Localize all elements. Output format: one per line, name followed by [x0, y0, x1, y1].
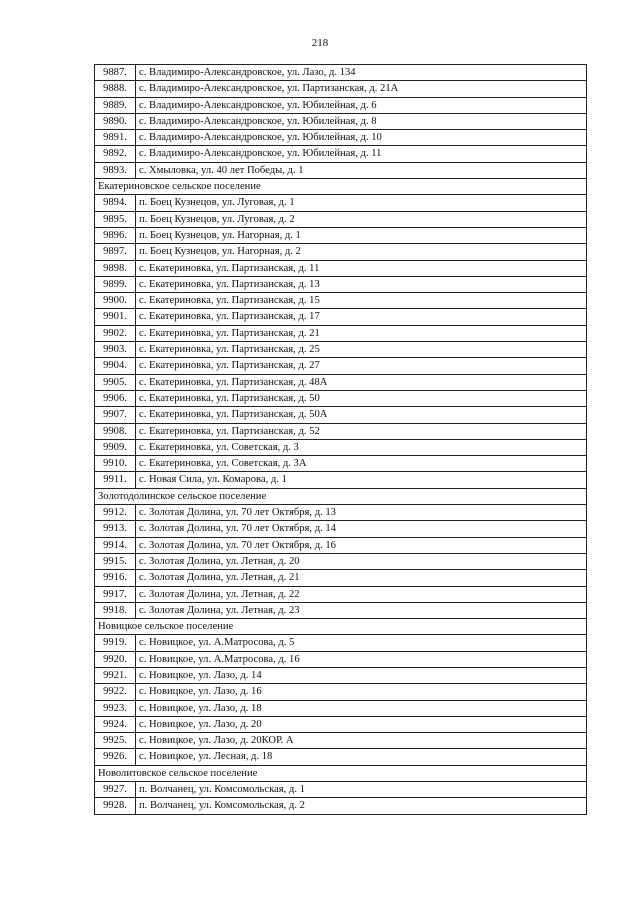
table-row	[95, 260, 587, 276]
row-address: с. Екатериновка, ул. Партизанская, д. 11	[136, 260, 587, 276]
row-number: 9920.	[95, 651, 136, 667]
section-header-row	[95, 488, 587, 504]
row-address: п. Боец Кузнецов, ул. Нагорная, д. 1	[136, 227, 587, 243]
section-header-row	[95, 765, 587, 781]
row-address: с. Новицкое, ул. Лазо, д. 16	[136, 684, 587, 700]
row-number: 9916.	[95, 570, 136, 586]
table-row	[95, 456, 587, 472]
table-row	[95, 521, 587, 537]
table-row	[95, 325, 587, 341]
row-address: с. Владимиро-Александровское, ул. Юбилейная, д. 8	[136, 113, 587, 129]
section-header-row	[95, 179, 587, 195]
row-number: 9901.	[95, 309, 136, 325]
row-number: 9895.	[95, 211, 136, 227]
row-address: с. Екатериновка, ул. Партизанская, д. 27	[136, 358, 587, 374]
row-address: с. Владимиро-Александровское, ул. Партизанская, д. 21А	[136, 81, 587, 97]
row-address: с. Екатериновка, ул. Партизанская, д. 13	[136, 276, 587, 292]
table-row	[95, 390, 587, 406]
row-number: 9924.	[95, 716, 136, 732]
row-number: 9927.	[95, 782, 136, 798]
row-address: с. Екатериновка, ул. Партизанская, д. 21	[136, 325, 587, 341]
row-number: 9917.	[95, 586, 136, 602]
table-row	[95, 472, 587, 488]
section-title: Новолитовское сельское поселение	[95, 765, 587, 781]
table-row	[95, 684, 587, 700]
row-number: 9890.	[95, 113, 136, 129]
table-row	[95, 798, 587, 814]
row-number: 9900.	[95, 293, 136, 309]
row-number: 9915.	[95, 553, 136, 569]
row-number: 9899.	[95, 276, 136, 292]
row-address: с. Екатериновка, ул. Партизанская, д. 50А	[136, 407, 587, 423]
table-row	[95, 358, 587, 374]
table-row	[95, 211, 587, 227]
table-row	[95, 81, 587, 97]
table-row	[95, 667, 587, 683]
row-address: с. Золотая Долина, ул. 70 лет Октября, д. 14	[136, 521, 587, 537]
row-address: п. Боец Кузнецов, ул. Нагорная, д. 2	[136, 244, 587, 260]
row-number: 9925.	[95, 733, 136, 749]
row-address: с. Новицкое, ул. Лазо, д. 18	[136, 700, 587, 716]
table-row	[95, 276, 587, 292]
row-number: 9922.	[95, 684, 136, 700]
table-row	[95, 553, 587, 569]
section-header-row	[95, 619, 587, 635]
row-number: 9904.	[95, 358, 136, 374]
row-number: 9893.	[95, 162, 136, 178]
table-row	[95, 342, 587, 358]
row-address: с. Екатериновка, ул. Советская, д. 3	[136, 439, 587, 455]
table-row	[95, 293, 587, 309]
row-address: с. Золотая Долина, ул. Летная, д. 21	[136, 570, 587, 586]
row-number: 9910.	[95, 456, 136, 472]
row-address: с. Владимиро-Александровское, ул. Лазо, д. 134	[136, 65, 587, 81]
table-row	[95, 586, 587, 602]
row-address: с. Владимиро-Александровское, ул. Юбилейная, д. 6	[136, 97, 587, 113]
row-number: 9926.	[95, 749, 136, 765]
table-row	[95, 505, 587, 521]
table-row	[95, 195, 587, 211]
table-row	[95, 749, 587, 765]
row-number: 9894.	[95, 195, 136, 211]
row-address: с. Екатериновка, ул. Партизанская, д. 50	[136, 390, 587, 406]
row-number: 9913.	[95, 521, 136, 537]
row-number: 9918.	[95, 602, 136, 618]
row-address: с. Золотая Долина, ул. Летная, д. 23	[136, 602, 587, 618]
table-row	[95, 407, 587, 423]
row-address: с. Владимиро-Александровское, ул. Юбилейная, д. 10	[136, 130, 587, 146]
row-number: 9909.	[95, 439, 136, 455]
row-address: с. Хмыловка, ул. 40 лет Победы, д. 1	[136, 162, 587, 178]
table-row	[95, 97, 587, 113]
row-address: с. Золотая Долина, ул. 70 лет Октября, д. 16	[136, 537, 587, 553]
table-row	[95, 65, 587, 81]
table-row	[95, 227, 587, 243]
table-row	[95, 537, 587, 553]
address-table-body	[95, 65, 587, 815]
row-address: с. Новицкое, ул. Лесная, д. 18	[136, 749, 587, 765]
row-address: с. Новицкое, ул. А.Матросова, д. 16	[136, 651, 587, 667]
row-number: 9903.	[95, 342, 136, 358]
section-title: Екатериновское сельское поселение	[95, 179, 587, 195]
row-number: 9889.	[95, 97, 136, 113]
row-address: с. Екатериновка, ул. Партизанская, д. 48А	[136, 374, 587, 390]
row-address: с. Екатериновка, ул. Партизанская, д. 25	[136, 342, 587, 358]
row-number: 9928.	[95, 798, 136, 814]
row-address: с. Екатериновка, ул. Партизанская, д. 52	[136, 423, 587, 439]
row-number: 9888.	[95, 81, 136, 97]
table-row	[95, 423, 587, 439]
row-address: с. Новая Сила, ул. Комарова, д. 1	[136, 472, 587, 488]
row-number: 9908.	[95, 423, 136, 439]
table-row	[95, 700, 587, 716]
table-row	[95, 374, 587, 390]
row-number: 9891.	[95, 130, 136, 146]
table-row	[95, 130, 587, 146]
row-address: с. Золотая Долина, ул. Летная, д. 22	[136, 586, 587, 602]
row-address: с. Новицкое, ул. Лазо, д. 20КОР. А	[136, 733, 587, 749]
table-row	[95, 651, 587, 667]
row-address: с. Новицкое, ул. Лазо, д. 20	[136, 716, 587, 732]
row-number: 9912.	[95, 505, 136, 521]
table-row	[95, 162, 587, 178]
table-row	[95, 782, 587, 798]
table-row	[95, 244, 587, 260]
row-number: 9897.	[95, 244, 136, 260]
table-row	[95, 309, 587, 325]
row-address: с. Золотая Долина, ул. Летная, д. 20	[136, 553, 587, 569]
row-address: с. Золотая Долина, ул. 70 лет Октября, д. 13	[136, 505, 587, 521]
row-address: с. Екатериновка, ул. Партизанская, д. 15	[136, 293, 587, 309]
row-address: п. Волчанец, ул. Комсомольская, д. 2	[136, 798, 587, 814]
table-row	[95, 716, 587, 732]
section-title: Золотодолинское сельское поселение	[95, 488, 587, 504]
row-number: 9919.	[95, 635, 136, 651]
table-row	[95, 439, 587, 455]
page-number: 218	[311, 37, 329, 49]
table-row	[95, 733, 587, 749]
table-row	[95, 635, 587, 651]
row-number: 9923.	[95, 700, 136, 716]
row-number: 9887.	[95, 65, 136, 81]
row-number: 9907.	[95, 407, 136, 423]
row-number: 9906.	[95, 390, 136, 406]
row-number: 9914.	[95, 537, 136, 553]
row-address: с. Владимиро-Александровское, ул. Юбилейная, д. 11	[136, 146, 587, 162]
row-number: 9892.	[95, 146, 136, 162]
row-address: с. Екатериновка, ул. Советская, д. 3А	[136, 456, 587, 472]
table-row	[95, 146, 587, 162]
row-number: 9898.	[95, 260, 136, 276]
row-number: 9911.	[95, 472, 136, 488]
row-address: с. Екатериновка, ул. Партизанская, д. 17	[136, 309, 587, 325]
table-row	[95, 602, 587, 618]
section-title: Новицкое сельское поселение	[95, 619, 587, 635]
row-number: 9902.	[95, 325, 136, 341]
table-row	[95, 570, 587, 586]
address-table	[94, 64, 587, 815]
row-address: п. Волчанец, ул. Комсомольская, д. 1	[136, 782, 587, 798]
row-number: 9921.	[95, 667, 136, 683]
row-address: с. Новицкое, ул. А.Матросова, д. 5	[136, 635, 587, 651]
row-address: п. Боец Кузнецов, ул. Луговая, д. 1	[136, 195, 587, 211]
row-address: п. Боец Кузнецов, ул. Луговая, д. 2	[136, 211, 587, 227]
row-address: с. Новицкое, ул. Лазо, д. 14	[136, 667, 587, 683]
table-row	[95, 113, 587, 129]
row-number: 9896.	[95, 227, 136, 243]
row-number: 9905.	[95, 374, 136, 390]
